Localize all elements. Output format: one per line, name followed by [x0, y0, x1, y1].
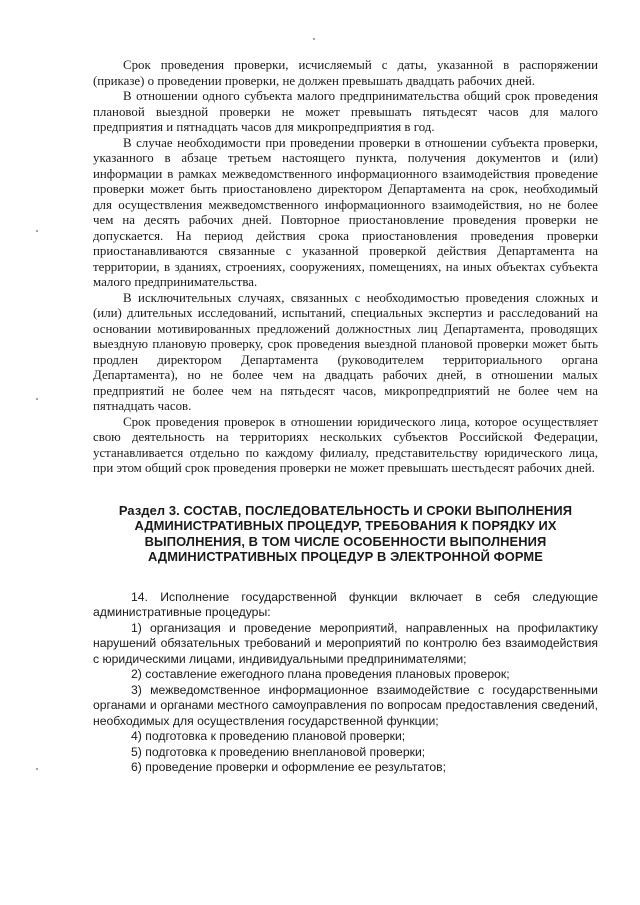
paragraph: В исключительных случаях, связанных с необходимостью проведения сложных и (или) длительных исследований, испытаний, специальных экспертиз и расследований на основании мотивированных предложений должностных лиц Департамента, проводящих выездную плановую проверку, срок проведения выездной плановой проверки может быть продлен директором Департамента (руководителем территориального органа Департамента), но не более чем на двадцать рабочих дней, в отношении малых предприятий не более чем на пятьдесят часов, микропредприятий не более чем на пятнадцать часов. [93, 290, 598, 413]
scan-mark [313, 38, 315, 40]
list-item: 6) проведение проверки и оформление ее результатов; [131, 760, 446, 774]
list-item: 5) подготовка к проведению внеплановой проверки; [131, 744, 426, 759]
list-item: 3) межведомственное информационное взаимодействие с государственными органами и органами местного самоуправления по вопросам предоставления сведений, необходимых для осуществления государственной функции; [93, 682, 598, 728]
scan-mark [36, 398, 38, 400]
body-text [93, 58, 598, 477]
scan-mark [36, 768, 38, 770]
paragraph: Срок проведения проверок в отношении юридического лица, которое осуществляет свою деятельность на территориях нескольких субъектов Российской Федерации, устанавливается отдельно по каждому филиалу, представительству юридического лица, при этом общий срок проведения проверки не может превышать шестьдесят рабочих дней. [93, 414, 598, 475]
list-item: 2) составление ежегодного плана проведения плановых проверок; [131, 667, 510, 681]
list-item: 1) организация и проведение мероприятий, направленных на профилактику нарушений обязательных требований и мероприятий по контролю без взаимодействия с юридическими лицами, индивидуальными предпринимателями; [93, 620, 598, 666]
list-item: 4) подготовка к проведению плановой проверки; [131, 729, 406, 743]
paragraph: Срок проведения проверки, исчисляемый с даты, указанной в распоряжении (приказе) о проведении проверки, не должен превышать двадцать рабочих дней. [93, 58, 598, 88]
procedures-list [93, 590, 598, 776]
paragraph: В отношении одного субъекта малого предпринимательства общий срок проведения плановой выездной проверки не может превышать пятьдесят часов для малого предприятия и пятнадцать часов для микропредприятия в год. [93, 89, 598, 134]
clause-intro: 14. Исполнение государственной функции включает в себя следующие административные процедуры: [93, 589, 598, 619]
paragraph: В случае необходимости при проведении проверки в отношении субъекта проверки, указанного в абзаце третьем настоящего пункта, получения документов и (или) информации в рамках межведомственного информационного взаимодействия проведение проверки может быть приостановлено директором Департамента на срок, необходимый для осуществления межведомственного информационного взаимодействия, но не более чем на десять рабочих дней. Повторное приостановление проведения проверки не допускается. На период действия срока приостановления проведения проверки приостанавливаются связанные с указанной проверкой действия Департамента на территории, в зданиях, строениях, сооружениях, помещениях, на иных объектах субъекта малого предпринимательства. [93, 135, 598, 289]
section-heading: Раздел 3. СОСТАВ, ПОСЛЕДОВАТЕЛЬНОСТЬ И СРОКИ ВЫПОЛНЕНИЯ АДМИНИСТРАТИВНЫХ ПРОЦЕДУР, ТРЕБОВАНИЯ К ПОРЯДКУ ИХ ВЫПОЛНЕНИЯ, В ТОМ ЧИСЛЕ ОСОБЕННОСТИ ВЫПОЛНЕНИЯ АДМИНИСТРАТИВНЫХ ПРОЦЕДУР В ЭЛЕКТРОННОЙ ФОРМЕ [118, 502, 573, 564]
scan-mark [36, 230, 38, 232]
